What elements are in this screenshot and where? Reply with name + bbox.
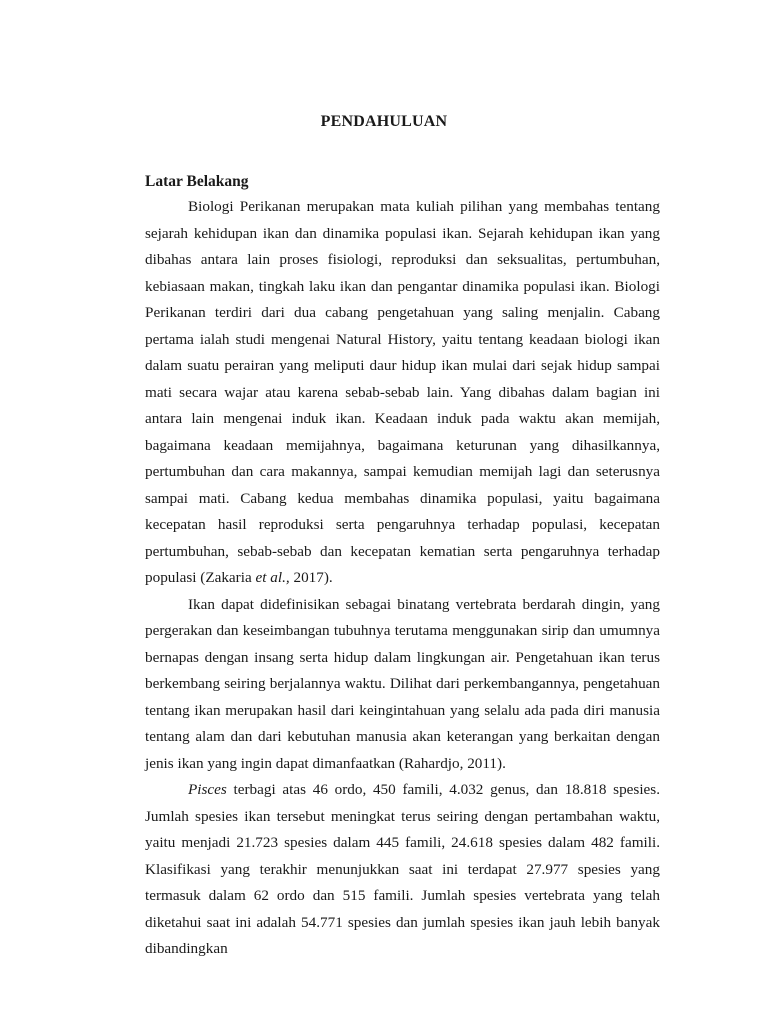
paragraph-text: 2017). bbox=[289, 569, 333, 586]
paragraph bbox=[145, 194, 660, 592]
page-title: PENDAHULUAN bbox=[320, 113, 448, 130]
paragraph bbox=[145, 592, 660, 778]
paragraph-text: Ikan dapat didefinisikan sebagai binatang vertebrata berdarah dingin, yang pergerakan dan keseimbangan tubuhnya terutama menggunakan sirip dan umumnya bernapas dengan insang serta hidup dalam lingkungan air. Pengetahuan ikan terus berkembang seiring berjalannya waktu. Dilihat dari perkembangannya, pengetahuan tentang ikan merupakan hasil dari keingintahuan yang selalu ada pada diri manusia tentang alam dan dari kebutuhan manusia akan keterangan yang berkaitan dengan jenis ikan yang ingin dapat dimanfaatkan (Rahardjo, 2011). bbox=[145, 595, 660, 772]
paragraph bbox=[145, 777, 660, 963]
italic-text: Pisces bbox=[188, 781, 227, 798]
body-text bbox=[145, 194, 660, 963]
paragraph-text: Biologi Perikanan merupakan mata kuliah pilihan yang membahas tentang sejarah kehidupan ikan dan dinamika populasi ikan. Sejarah kehidupan ikan yang dibahas antara lain proses fisiologi, reproduksi dan seksualitas, pertumbuhan, kebiasaan makan, tingkah laku ikan dan pengantar dinamika populasi ikan. Biologi Perikanan terdiri dari dua cabang pengetahuan yang saling menjalin. Cabang pertama ialah studi mengenai Natural History, yaitu tentang keadaan biologi ikan dalam suatu perairan yang meliputi daur hidup ikan mulai dari sejak hidup sampai mati secara wajar atau karena sebab-sebab lain. Yang dibahas dalam bagian ini antara lain mengenai induk ikan. Keadaan induk pada waktu akan memijah, bagaimana keadaan memijahnya, bagaimana keturunan yang dihasilkannya, pertumbuhan dan cara makannya, sampai kemudian memijah lagi dan seterusnya sampai mati. Cabang kedua membahas dinamika populasi, yaitu bagaimana kecepatan hasil reproduksi serta pengaruhnya terhadap populasi, kecepatan pertumbuhan, sebab-sebab dan kecepatan kematian serta pengaruhnya terhadap populasi (Zakaria bbox=[145, 198, 660, 586]
italic-text: et al., bbox=[255, 569, 290, 586]
paragraph-text: terbagi atas 46 ordo, 450 famili, 4.032 genus, dan 18.818 spesies. Jumlah spesies ikan tersebut meningkat terus seiring dengan pertambahan waktu, yaitu menjadi 21.723 spesies dalam 445 famili, 24.618 spesies dalam 482 famili. Klasifikasi yang terakhir menunjukkan saat ini terdapat 27.977 spesies yang termasuk dalam 62 ordo dan 515 famili. Jumlah spesies vertebrata yang telah diketahui saat ini adalah 54.771 spesies dan jumlah spesies ikan jauh lebih banyak dibandingkan bbox=[145, 781, 660, 957]
section-heading: Latar Belakang bbox=[145, 173, 249, 190]
